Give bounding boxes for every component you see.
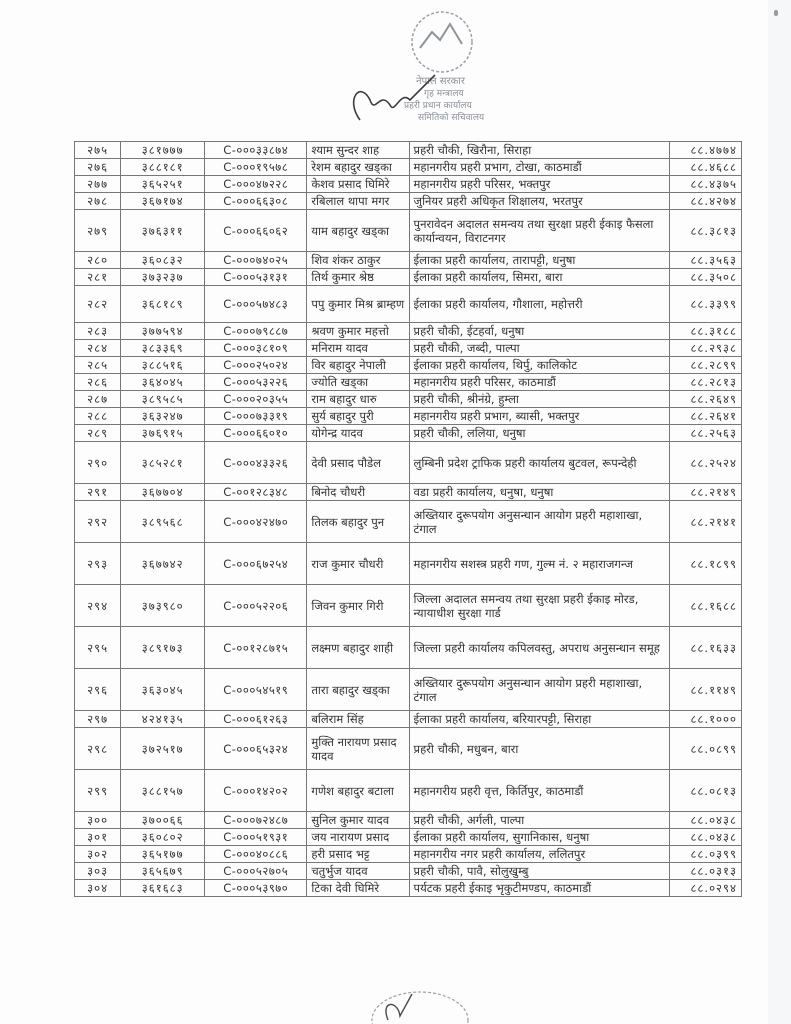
score-cell: ८८.१००० (669, 711, 741, 728)
candidate-code-cell: C-०००५१९३१ (205, 829, 307, 846)
signature (340, 60, 450, 140)
candidate-code-cell: C-०००७४०२५ (205, 252, 307, 269)
table-row (75, 585, 742, 627)
office-cell: ईलाका प्रहरी कार्यालय, गौशाला, महोत्तरी (409, 286, 669, 323)
candidate-code-cell: C-०००६७२५४ (205, 543, 307, 585)
serial-number-cell: २८९ (75, 425, 121, 442)
table-row (75, 193, 742, 210)
candidate-name-cell: राम बहादुर धारु (307, 391, 409, 408)
candidate-name-cell: शिव शंकर ठाकुर (307, 252, 409, 269)
serial-number-cell: ३०४ (75, 880, 121, 897)
table-row (75, 812, 742, 829)
score-cell: ८८.२९३८ (669, 340, 741, 357)
roll-number-cell: ३६८१८९ (121, 286, 205, 323)
score-cell: ८८.३५६३ (669, 252, 741, 269)
office-cell: प्रहरी चौकी, मधुबन, बारा (409, 728, 669, 770)
table-row (75, 252, 742, 269)
roll-number-cell: ३६७७०४ (121, 484, 205, 501)
candidate-code-cell: C-००१२८३४८ (205, 484, 307, 501)
roll-number-cell: ३६१६८३ (121, 880, 205, 897)
table-row (75, 442, 742, 484)
roll-number-cell: ३७६३११ (121, 210, 205, 252)
candidate-code-cell: C-०००५३१३१ (205, 269, 307, 286)
table-row (75, 391, 742, 408)
score-cell: ८८.४७७४ (669, 142, 741, 159)
table-row (75, 210, 742, 252)
candidate-code-cell: C-०००५३२२६ (205, 374, 307, 391)
table-row (75, 408, 742, 425)
candidate-name-cell: सुनिल कुमार यादव (307, 812, 409, 829)
roll-number-cell: ४२४१३५ (121, 711, 205, 728)
roll-number-cell: ३८१७७७ (121, 142, 205, 159)
candidate-name-cell: चतुर्भुज यादव (307, 863, 409, 880)
seal-text-line-2: गृह मन्त्रालय (424, 89, 464, 99)
office-cell: ईलाका प्रहरी कार्यालय, सिमरा, बारा (409, 269, 669, 286)
serial-number-cell: ३०१ (75, 829, 121, 846)
office-cell: जुनियर प्रहरी अधिकृत शिक्षालय, भरतपुर (409, 193, 669, 210)
roll-number-cell: ३८३३६९ (121, 340, 205, 357)
score-cell: ८८.३५०८ (669, 269, 741, 286)
office-cell: ईलाका प्रहरी कार्यालय, थिर्पु, कालिकोट (409, 357, 669, 374)
candidate-name-cell: सुर्य बहादुर पुरी (307, 408, 409, 425)
table-row (75, 846, 742, 863)
serial-number-cell: ३०३ (75, 863, 121, 880)
candidate-name-cell: गणेश बहादुर बटाला (307, 770, 409, 812)
score-cell: ८८.२१४१ (669, 501, 741, 543)
candidate-name-cell: ज्योति खड्का (307, 374, 409, 391)
table-row (75, 863, 742, 880)
roll-number-cell: ३६३०४५ (121, 669, 205, 711)
table-row (75, 323, 742, 340)
candidate-code-cell: C-०००१४२०२ (205, 770, 307, 812)
office-cell: अख्तियार दुरूपयोग अनुसन्धान आयोग प्रहरी महाशाखा, टंगाल (409, 501, 669, 543)
roll-number-cell: ३६०८३२ (121, 252, 205, 269)
candidate-code-cell: C-०००५२७०५ (205, 863, 307, 880)
candidate-name-cell: याम बहादुर खड्का (307, 210, 409, 252)
candidate-code-cell: C-०००७९८८७ (205, 323, 307, 340)
serial-number-cell: २९४ (75, 585, 121, 627)
candidate-code-cell: C-०००७२४८७ (205, 812, 307, 829)
candidate-code-cell: C-०००५३९७० (205, 880, 307, 897)
serial-number-cell: २८३ (75, 323, 121, 340)
candidate-code-cell: C-०००४२४७० (205, 501, 307, 543)
table-row (75, 501, 742, 543)
candidate-code-cell: C-०००३३८७४ (205, 142, 307, 159)
score-cell: ८८.०८१३ (669, 770, 741, 812)
score-cell: ८८.१८९९ (669, 543, 741, 585)
candidate-code-cell: C-०००४०८८६ (205, 846, 307, 863)
office-cell: प्रहरी चौकी, जब्दी, पाल्पा (409, 340, 669, 357)
serial-number-cell: २८८ (75, 408, 121, 425)
table-row (75, 880, 742, 897)
candidate-name-cell: जिवन कुमार गिरी (307, 585, 409, 627)
roll-number-cell: ३६०८०२ (121, 829, 205, 846)
candidate-code-cell: C-०००४७२२८ (205, 176, 307, 193)
table-row (75, 286, 742, 323)
serial-number-cell: २८७ (75, 391, 121, 408)
serial-number-cell: २८१ (75, 269, 121, 286)
candidate-name-cell: रबिलाल थापा मगर (307, 193, 409, 210)
score-cell: ८८.२६४९ (669, 391, 741, 408)
roll-number-cell: ३६५६७९ (121, 863, 205, 880)
serial-number-cell: २९३ (75, 543, 121, 585)
candidate-code-cell: C-०००६५३२४ (205, 728, 307, 770)
office-cell: महानगरीय सशस्त्र प्रहरी गण, गुल्म नं. २ महाराजगन्ज (409, 543, 669, 585)
table-row (75, 669, 742, 711)
table-row (75, 543, 742, 585)
candidate-code-cell: C-०००६६३०८ (205, 193, 307, 210)
candidate-code-cell: C-०००५७४८३ (205, 286, 307, 323)
roll-number-cell: ३६५१७७ (121, 846, 205, 863)
roll-number-cell: ३७७५९४ (121, 323, 205, 340)
candidate-name-cell: मनिराम यादव (307, 340, 409, 357)
serial-number-cell: २७५ (75, 142, 121, 159)
table-row (75, 711, 742, 728)
score-cell: ८८.२५६३ (669, 425, 741, 442)
candidate-name-cell: केशव प्रसाद घिमिरे (307, 176, 409, 193)
candidate-name-cell: तारा बहादुर खड्का (307, 669, 409, 711)
table-row (75, 340, 742, 357)
candidate-name-cell: विर बहादुर नेपाली (307, 357, 409, 374)
table-row (75, 627, 742, 669)
roll-number-cell: ३८८१५७ (121, 770, 205, 812)
score-cell: ८८.११४९ (669, 669, 741, 711)
office-cell: ईलाका प्रहरी कार्यालय, तारापट्टी, धनुषा (409, 252, 669, 269)
roll-number-cell: ३८९५६८ (121, 501, 205, 543)
candidate-name-cell: तिलक बहादुर पुन (307, 501, 409, 543)
roll-number-cell: ३७२५१७ (121, 728, 205, 770)
office-cell: जिल्ला प्रहरी कार्यालय कपिलवस्तु, अपराध अनुसन्धान समूह (409, 627, 669, 669)
serial-number-cell: २९८ (75, 728, 121, 770)
serial-number-cell: २८६ (75, 374, 121, 391)
candidate-name-cell: तिर्थ कुमार श्रेष्ठ (307, 269, 409, 286)
serial-number-cell: २९० (75, 442, 121, 484)
bottom-stamp (350, 990, 490, 1024)
table-row (75, 269, 742, 286)
seal-text-line-4: समितिको सचिवालय (418, 113, 485, 123)
office-cell: प्रहरी चौकी, श्रीनंग्रे, हुम्ला (409, 391, 669, 408)
candidate-name-cell: रेशम बहादुर खड्का (307, 159, 409, 176)
candidate-code-cell: C-०००७३३१९ (205, 408, 307, 425)
score-cell: ८८.२८१३ (669, 374, 741, 391)
table-row (75, 425, 742, 442)
serial-number-cell: २७६ (75, 159, 121, 176)
roll-number-cell: ३८८५१६ (121, 357, 205, 374)
roll-number-cell: ३८९५८५ (121, 391, 205, 408)
serial-number-cell: २८४ (75, 340, 121, 357)
score-cell: ८८.२६४१ (669, 408, 741, 425)
table-row (75, 176, 742, 193)
candidate-code-cell: C-०००१९५७८ (205, 159, 307, 176)
candidate-name-cell: पपु कुमार मिश्र ब्राम्हण (307, 286, 409, 323)
candidate-name-cell: श्रवण कुमार महत्तो (307, 323, 409, 340)
serial-number-cell: २९७ (75, 711, 121, 728)
office-cell: प्रहरी चौकी, अर्गली, पाल्पा (409, 812, 669, 829)
roll-number-cell: ३७६९१५ (121, 425, 205, 442)
score-cell: ८८.०३१३ (669, 863, 741, 880)
candidate-name-cell: टिका देवी घिमिरे (307, 880, 409, 897)
candidate-name-cell: बिनोद चौधरी (307, 484, 409, 501)
table-row (75, 159, 742, 176)
seal-text-line-3: प्रहरी प्रधान कार्यालय (404, 101, 472, 111)
office-cell: महानगरीय प्रहरी प्रभाग, टोखा, काठमाडौं (409, 159, 669, 176)
office-cell: प्रहरी चौकी, ललिया, धनुषा (409, 425, 669, 442)
office-cell: पर्यटक प्रहरी ईकाइ भृकुटीमण्डप, काठमाडौं (409, 880, 669, 897)
candidate-name-cell: लक्ष्मण बहादुर शाही (307, 627, 409, 669)
table-row (75, 829, 742, 846)
table-row (75, 728, 742, 770)
office-cell: महानगरीय प्रहरी प्रभाग, ब्यासी, भक्तपुर (409, 408, 669, 425)
serial-number-cell: २९१ (75, 484, 121, 501)
serial-number-cell: २८२ (75, 286, 121, 323)
score-cell: ८८.०३९९ (669, 846, 741, 863)
roll-number-cell: ३८९१७३ (121, 627, 205, 669)
results-table-body (75, 142, 742, 897)
table-row (75, 142, 742, 159)
candidate-code-cell: C-०००४३३२६ (205, 442, 307, 484)
serial-number-cell: २८० (75, 252, 121, 269)
candidate-name-cell: बलिराम सिंह (307, 711, 409, 728)
score-cell: ८८.०८९९ (669, 728, 741, 770)
roll-number-cell: ३६३२४७ (121, 408, 205, 425)
candidate-name-cell: हरी प्रसाद भट्ट (307, 846, 409, 863)
score-cell: ८८.०४३८ (669, 829, 741, 846)
roll-number-cell: ३६७१७४ (121, 193, 205, 210)
scan-mark (774, 10, 778, 16)
candidate-code-cell: C-०००५२२०६ (205, 585, 307, 627)
candidate-code-cell: C-००१२८७१५ (205, 627, 307, 669)
signature-stroke (354, 75, 435, 120)
serial-number-cell: २७७ (75, 176, 121, 193)
roll-number-cell: ३८८१८१ (121, 159, 205, 176)
office-cell: वडा प्रहरी कार्यालय, धनुषा, धनुषा (409, 484, 669, 501)
roll-number-cell: ३८५२८१ (121, 442, 205, 484)
office-cell: प्रहरी चौकी, ईटहर्वा, धनुषा (409, 323, 669, 340)
serial-number-cell: २७९ (75, 210, 121, 252)
roll-number-cell: ३७००६६ (121, 812, 205, 829)
candidate-code-cell: C-०००६६०६२ (205, 210, 307, 252)
score-cell: ८८.४३७५ (669, 176, 741, 193)
candidate-name-cell: श्याम सुन्दर शाह (307, 142, 409, 159)
serial-number-cell: २९२ (75, 501, 121, 543)
candidate-code-cell: C-०००६१२६३ (205, 711, 307, 728)
page-edge (768, 0, 791, 1024)
candidate-name-cell: योगेन्द्र यादव (307, 425, 409, 442)
candidate-name-cell: राज कुमार चौधरी (307, 543, 409, 585)
roll-number-cell: ३६५२५१ (121, 176, 205, 193)
serial-number-cell: २९५ (75, 627, 121, 669)
office-cell: ईलाका प्रहरी कार्यालय, बरियारपट्टी, सिराहा (409, 711, 669, 728)
score-cell: ८८.४६८८ (669, 159, 741, 176)
seal-text-line-1: नेपाल सरकार (416, 76, 465, 87)
office-cell: प्रहरी चौकी, खिरौना, सिराहा (409, 142, 669, 159)
candidate-code-cell: C-०००२५०२४ (205, 357, 307, 374)
roll-number-cell: ३६४०४५ (121, 374, 205, 391)
office-cell: अख्तियार दुरूपयोग अनुसन्धान आयोग प्रहरी महाशाखा, टंगाल (409, 669, 669, 711)
score-cell: ८८.०२९४ (669, 880, 741, 897)
office-cell: जिल्ला अदालत समन्वय तथा सुरक्षा प्रहरी ईकाइ मोरड, न्यायाधीश सुरक्षा गार्ड (409, 585, 669, 627)
score-cell: ८८.४२७४ (669, 193, 741, 210)
score-cell: ८८.१६३३ (669, 627, 741, 669)
score-cell: ८८.१६८८ (669, 585, 741, 627)
candidate-code-cell: C-०००५४५१९ (205, 669, 307, 711)
score-cell: ८८.२८९९ (669, 357, 741, 374)
serial-number-cell: २९६ (75, 669, 121, 711)
score-cell: ८८.२५२४ (669, 442, 741, 484)
office-cell: महानगरीय प्रहरी परिसर, काठमाडौं (409, 374, 669, 391)
office-cell: पुनरावेदन अदालत समन्वय तथा सुरक्षा प्रहरी ईकाइ फैसला कार्यान्वयन, विराटनगर (409, 210, 669, 252)
serial-number-cell: ३०० (75, 812, 121, 829)
seal-mountains (420, 24, 462, 48)
candidate-code-cell: C-०००६६०१० (205, 425, 307, 442)
candidate-name-cell: जय नारायण प्रसाद (307, 829, 409, 846)
score-cell: ८८.३८१३ (669, 210, 741, 252)
office-cell: प्रहरी चौकी, पावै, सोलुखुम्बु (409, 863, 669, 880)
score-cell: ८८.०४३८ (669, 812, 741, 829)
table-row (75, 484, 742, 501)
serial-number-cell: ३०२ (75, 846, 121, 863)
serial-number-cell: २९९ (75, 770, 121, 812)
table-row (75, 374, 742, 391)
score-cell: ८८.३१८८ (669, 323, 741, 340)
candidate-code-cell: C-०००३८१०९ (205, 340, 307, 357)
office-cell: महानगरीय नगर प्रहरी कार्यालय, ललितपुर (409, 846, 669, 863)
score-cell: ८८.२१४९ (669, 484, 741, 501)
candidate-name-cell: मुक्ति नारायण प्रसाद यादव (307, 728, 409, 770)
office-cell: ईलाका प्रहरी कार्यालय, सुगानिकास, धनुषा (409, 829, 669, 846)
office-cell: महानगरीय प्रहरी वृत्त, किर्तिपुर, काठमाडौं (409, 770, 669, 812)
table-row (75, 770, 742, 812)
roll-number-cell: ३७३९८० (121, 585, 205, 627)
office-cell: लुम्बिनी प्रदेश ट्राफिक प्रहरी कार्यालय बुटवल, रूपन्देही (409, 442, 669, 484)
roll-number-cell: ३७३२३७ (121, 269, 205, 286)
table-row (75, 357, 742, 374)
candidate-name-cell: देवी प्रसाद पौडेल (307, 442, 409, 484)
score-cell: ८८.३३९९ (669, 286, 741, 323)
serial-number-cell: २७८ (75, 193, 121, 210)
roll-number-cell: ३६७७४२ (121, 543, 205, 585)
office-cell: महानगरीय प्रहरी परिसर, भक्तपुर (409, 176, 669, 193)
candidate-code-cell: C-०००२०३५५ (205, 391, 307, 408)
serial-number-cell: २८५ (75, 357, 121, 374)
results-table (74, 141, 742, 897)
